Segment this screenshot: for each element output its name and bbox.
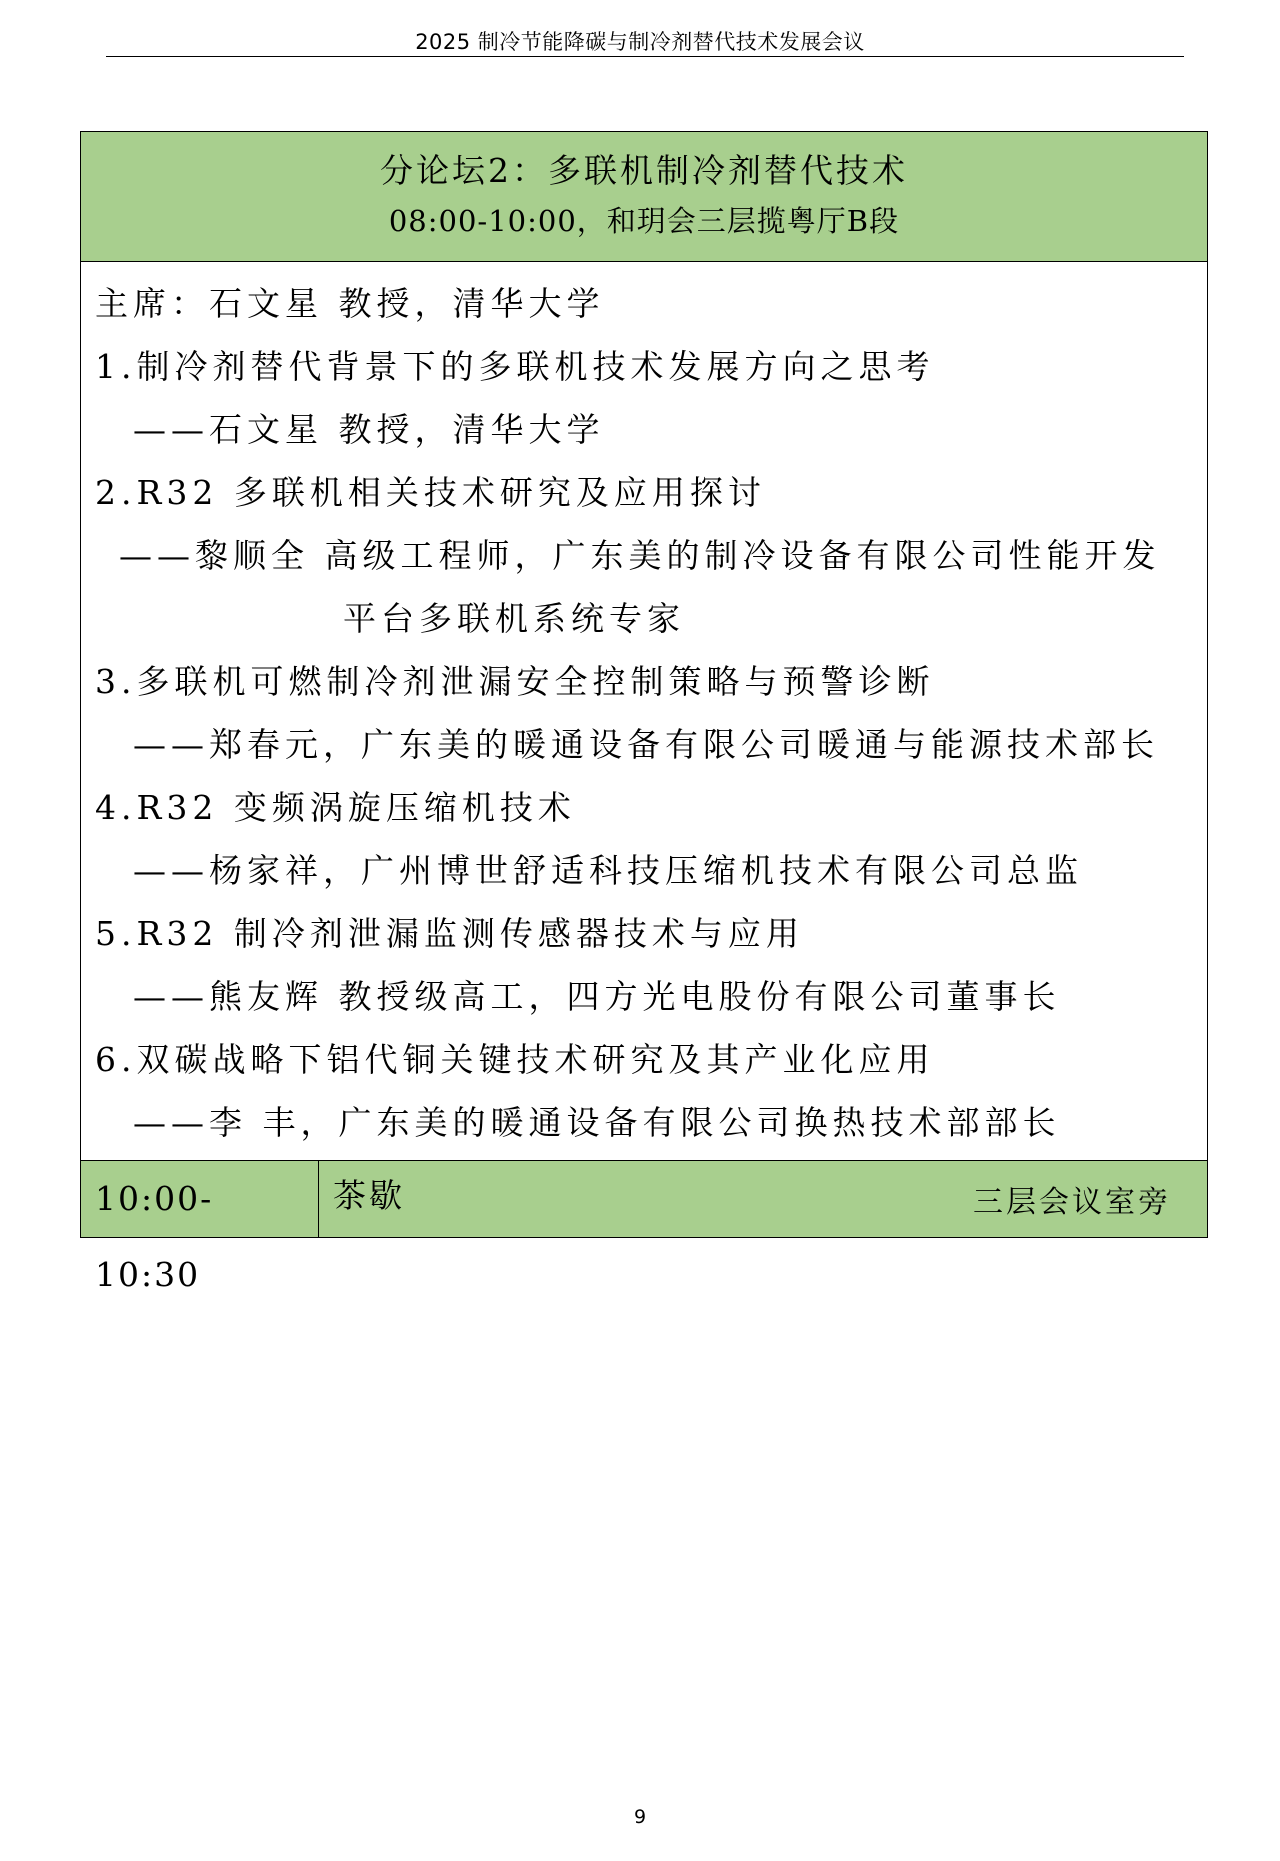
session-header <box>81 132 1207 262</box>
talk-title: 5.R32 制冷剂泄漏监测传感器技术与应用 <box>95 914 804 953</box>
talk-speaker-continued: 平台多联机系统专家 <box>343 599 685 638</box>
talk-speaker: ——杨家祥，广州博世舒适科技压缩机技术有限公司总监 <box>133 851 1083 890</box>
session-program <box>81 262 1207 1160</box>
talk-speaker: ——李 丰，广东美的暖通设备有限公司换热技术部部长 <box>133 1103 1061 1142</box>
break-label: 茶歇 <box>333 1176 405 1215</box>
tea-break-row <box>81 1160 1207 1294</box>
break-location: 三层会议室旁 <box>973 1185 1171 1220</box>
talk-title: 4.R32 变频涡旋压缩机技术 <box>95 788 576 827</box>
agenda-table <box>80 131 1208 1294</box>
break-time: 10:00-10:30 <box>81 1161 319 1237</box>
talk-title: 2.R32 多联机相关技术研究及应用探讨 <box>95 473 766 512</box>
session-time-venue: 08:00-10:00，和玥会三层揽粤厅B段 <box>388 204 900 238</box>
talk-speaker: ——黎顺全 高级工程师，广东美的制冷设备有限公司性能开发 <box>119 536 1161 575</box>
talk-speaker: ——郑春元，广东美的暖通设备有限公司暖通与能源技术部长 <box>133 725 1159 764</box>
talk-title: 6.双碳战略下铝代铜关键技术研究及其产业化应用 <box>95 1040 935 1079</box>
running-header: 2025 制冷节能降碳与制冷剂替代技术发展会议 <box>415 30 865 54</box>
header-divider <box>106 56 1184 57</box>
talk-speaker: ——石文星 教授，清华大学 <box>133 410 605 449</box>
talk-title: 3.多联机可燃制冷剂泄漏安全控制策略与预警诊断 <box>95 662 935 701</box>
session-title: 分论坛2：多联机制冷剂替代技术 <box>380 151 908 190</box>
session-chair: 主席：石文星 教授，清华大学 <box>95 284 605 323</box>
page-number: 9 <box>633 1806 647 1828</box>
talk-speaker: ——熊友辉 教授级高工，四方光电股份有限公司董事长 <box>133 977 1061 1016</box>
talk-title: 1.制冷剂替代背景下的多联机技术发展方向之思考 <box>95 347 935 386</box>
